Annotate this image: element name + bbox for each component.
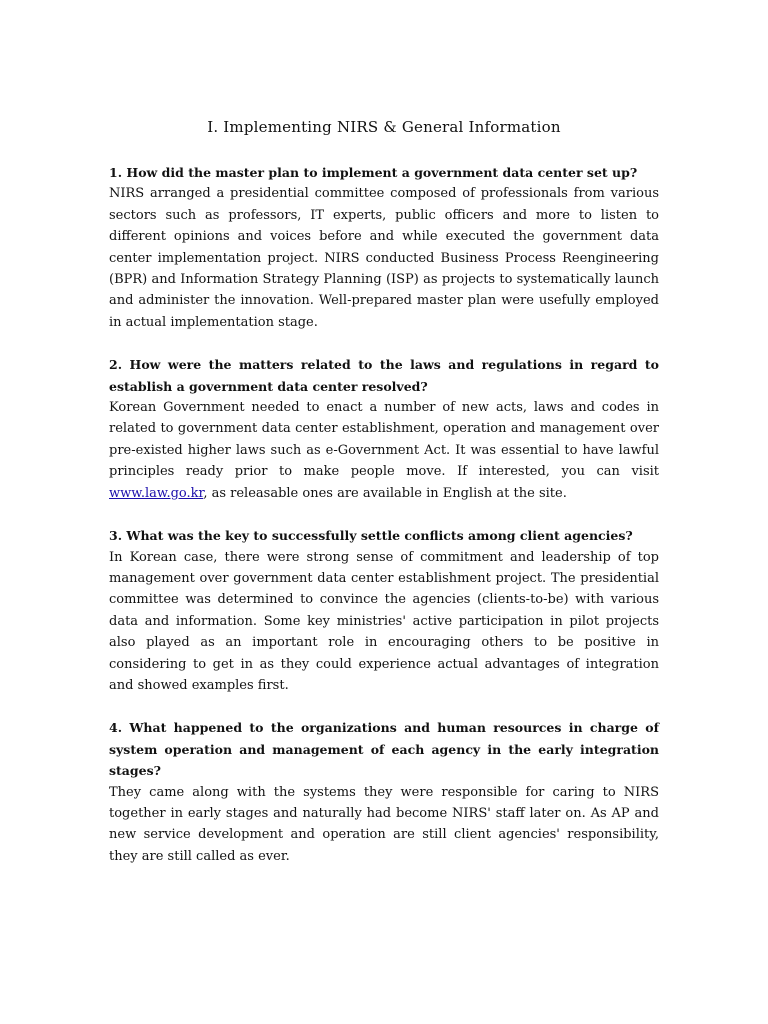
answer-3: In Korean case, there were strong sense of commitment and leadership of top management over government data center establishment project. The presidential committee was determined to convince the agencies (clients-to-be) with various data and information. Some key ministries' active participation in pilot projects also played as an important role in encouraging others to be positive in considering to get in as they could experience actual advantages of integration and showed examples first.: [109, 549, 659, 693]
document-body: [109, 162, 659, 888]
answer-2-text-after-link: , as releasable ones are available in English at the site.: [203, 485, 567, 501]
answer-4: They came along with the systems they were responsible for caring to NIRS together in early stages and naturally had become NIRS' staff later on. As AP and new service development and operation are still client agencies' responsibility, they are still called as ever.: [109, 784, 659, 864]
document-title: Ⅰ. Implementing NIRS & General Information: [207, 118, 561, 136]
question-4: 4. What happened to the organizations and human resources in charge of system operation and management of each agency in the early integration stages?: [109, 720, 659, 779]
qa-section-4: [109, 717, 659, 867]
qa-section-3: [109, 525, 659, 696]
answer-2: [109, 397, 659, 504]
qa-section-1: [109, 162, 659, 333]
law-site-link[interactable]: www.law.go.kr: [109, 485, 204, 501]
question-2: 2. How were the matters related to the laws and regulations in regard to establish a government data center resolved?: [109, 357, 659, 394]
answer-2-text-before-link: Korean Government needed to enact a number of new acts, laws and codes in related to government data center establishment, operation and management over pre-existed higher laws such as e-Government Act. It was essential to have lawful principles ready prior to make people move. If interested, you can visit: [109, 400, 659, 480]
qa-section-2: [109, 354, 659, 504]
question-1: 1. How did the master plan to implement a government data center set up?: [109, 165, 638, 180]
question-3: 3. What was the key to successfully settle conflicts among client agencies?: [109, 528, 633, 544]
answer-1: NIRS arranged a presidential committee composed of professionals from various sectors such as professors, IT experts, public officers and more to listen to different opinions and voices before and while executed the government data center implementation project. NIRS conducted Business Process Reengineering (BPR) and Information Strategy Planning (ISP) as projects to systematically launch and administer the innovation. Well-prepared master plan were usefully employed in actual implementation stage.: [109, 186, 659, 330]
